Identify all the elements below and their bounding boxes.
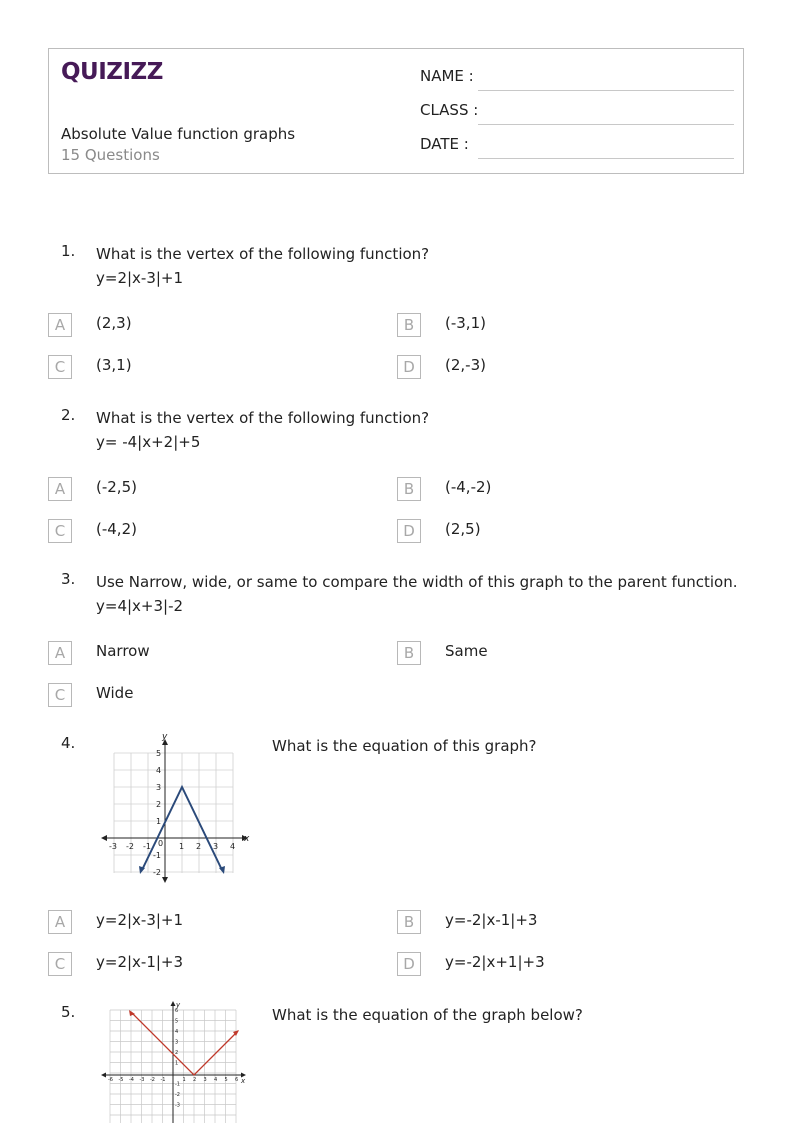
y-axis-arrow: [171, 1001, 176, 1006]
absolute-value-line: [131, 1012, 238, 1075]
question-line: What is the vertex of the following function?: [96, 409, 430, 427]
y-tick: 3: [156, 783, 162, 792]
y-tick: 4: [175, 1029, 179, 1035]
q5-graph: [100, 1000, 250, 1123]
x-tick: 6: [235, 1077, 239, 1083]
question-text: [96, 242, 429, 290]
y-tick: 5: [175, 1018, 179, 1025]
x-tick: 5: [224, 1077, 228, 1083]
x-tick: 2: [193, 1077, 197, 1083]
y-axis-label: y: [176, 1001, 181, 1009]
date-label: DATE :: [420, 135, 469, 153]
q4-graph: [98, 730, 258, 886]
date-line: [478, 158, 734, 159]
x-tick: -3: [109, 842, 117, 851]
question-text: [272, 1003, 583, 1027]
x-tick: -3: [139, 1077, 145, 1083]
question-line: Use Narrow, wide, or same to compare the width of this graph to the parent function.: [96, 573, 738, 591]
option-text: y=2|x-3|+1: [96, 911, 184, 929]
x-tick: -1: [143, 842, 151, 851]
option-text: (3,1): [96, 356, 132, 374]
question-number: 3.: [61, 570, 76, 588]
question-line: What is the vertex of the following function?: [96, 245, 430, 263]
y-tick: -1: [153, 851, 161, 860]
option-letter: D: [397, 952, 421, 976]
option-letter: A: [48, 477, 72, 501]
x-tick: -2: [150, 1077, 155, 1083]
class-field[interactable]: [420, 101, 734, 125]
question-line: What is the equation of this graph?: [272, 737, 537, 755]
option-text: (-2,5): [96, 478, 137, 496]
option-text: y=-2|x-1|+3: [445, 911, 538, 929]
option-text: (-4,2): [96, 520, 137, 538]
x-tick: 1: [179, 842, 185, 851]
question-line: y=2|x-3|+1: [96, 269, 184, 287]
question-number: 4.: [61, 734, 76, 752]
y-tick: -2: [153, 868, 161, 877]
option-text: Same: [445, 642, 488, 660]
option-text: (-3,1): [445, 314, 486, 332]
option-letter: B: [397, 477, 421, 501]
x-tick: -5: [118, 1077, 124, 1083]
x-tick: 4: [214, 1077, 218, 1083]
option-text: y=2|x-1|+3: [96, 953, 184, 971]
option-letter: A: [48, 313, 72, 337]
option-text: y=-2|x+1|+3: [445, 953, 545, 971]
x-tick: 3: [203, 1077, 207, 1083]
option-text: (2,-3): [445, 356, 486, 374]
y-tick: 3: [175, 1039, 179, 1046]
option-letter: C: [48, 355, 72, 379]
option-letter: C: [48, 519, 72, 543]
option-text: (2,5): [445, 520, 481, 538]
option-letter: B: [397, 641, 421, 665]
x-tick: 3: [213, 842, 219, 851]
quizizz-logo: QUIZIZZ: [61, 59, 163, 85]
question-text: [96, 570, 738, 618]
option-letter: B: [397, 313, 421, 337]
x-tick: -4: [129, 1077, 134, 1083]
option-text: (-4,-2): [445, 478, 492, 496]
worksheet-header: [48, 48, 744, 174]
question-number: 1.: [61, 242, 76, 260]
x-tick: -6: [108, 1077, 113, 1083]
option-letter: A: [48, 910, 72, 934]
x-tick: 4: [230, 842, 236, 851]
x-tick: 1: [182, 1077, 186, 1083]
question-line: y=4|x+3|-2: [96, 597, 184, 615]
option-text: (2,3): [96, 314, 132, 332]
class-line: [478, 124, 734, 125]
class-label: CLASS :: [420, 101, 479, 119]
x-tick: -2: [126, 842, 134, 851]
y-tick: 6: [175, 1008, 179, 1014]
x-tick: -1: [160, 1077, 166, 1083]
y-tick: 2: [175, 1050, 179, 1056]
y-tick: 5: [156, 749, 162, 758]
y-tick: 4: [156, 766, 162, 775]
question-number: 2.: [61, 406, 76, 424]
option-letter: D: [397, 355, 421, 379]
y-tick: 1: [156, 817, 162, 826]
question-text: [96, 406, 429, 454]
option-letter: C: [48, 952, 72, 976]
x-axis-arrow-left: [101, 835, 107, 841]
option-text: Narrow: [96, 642, 150, 660]
name-label: NAME :: [420, 67, 474, 85]
question-line: What is the equation of the graph below?: [272, 1006, 583, 1024]
option-letter: C: [48, 683, 72, 707]
question-line: y= -4|x+2|+5: [96, 433, 201, 451]
question-count: 15 Questions: [61, 146, 160, 164]
question-text: [272, 734, 537, 758]
y-tick: -2: [175, 1092, 180, 1098]
x-axis-arrow-left: [101, 1073, 106, 1078]
x-axis-label: x: [241, 1077, 246, 1085]
date-field[interactable]: [420, 135, 734, 159]
y-axis-label: y: [162, 732, 168, 742]
option-text: Wide: [96, 684, 134, 702]
y-tick: 1: [175, 1060, 179, 1067]
name-field[interactable]: [420, 67, 734, 91]
x-tick: 2: [196, 842, 202, 851]
y-tick: -3: [175, 1102, 180, 1109]
y-tick: -1: [175, 1081, 180, 1088]
option-letter: B: [397, 910, 421, 934]
y-tick: 2: [156, 800, 162, 809]
x-tick: 0: [158, 839, 164, 848]
x-axis-label: x: [244, 834, 250, 844]
y-axis-arrow-down: [162, 877, 168, 883]
worksheet-title: Absolute Value function graphs: [61, 125, 296, 143]
option-letter: A: [48, 641, 72, 665]
option-letter: D: [397, 519, 421, 543]
name-line: [478, 90, 734, 91]
question-number: 5.: [61, 1003, 76, 1021]
